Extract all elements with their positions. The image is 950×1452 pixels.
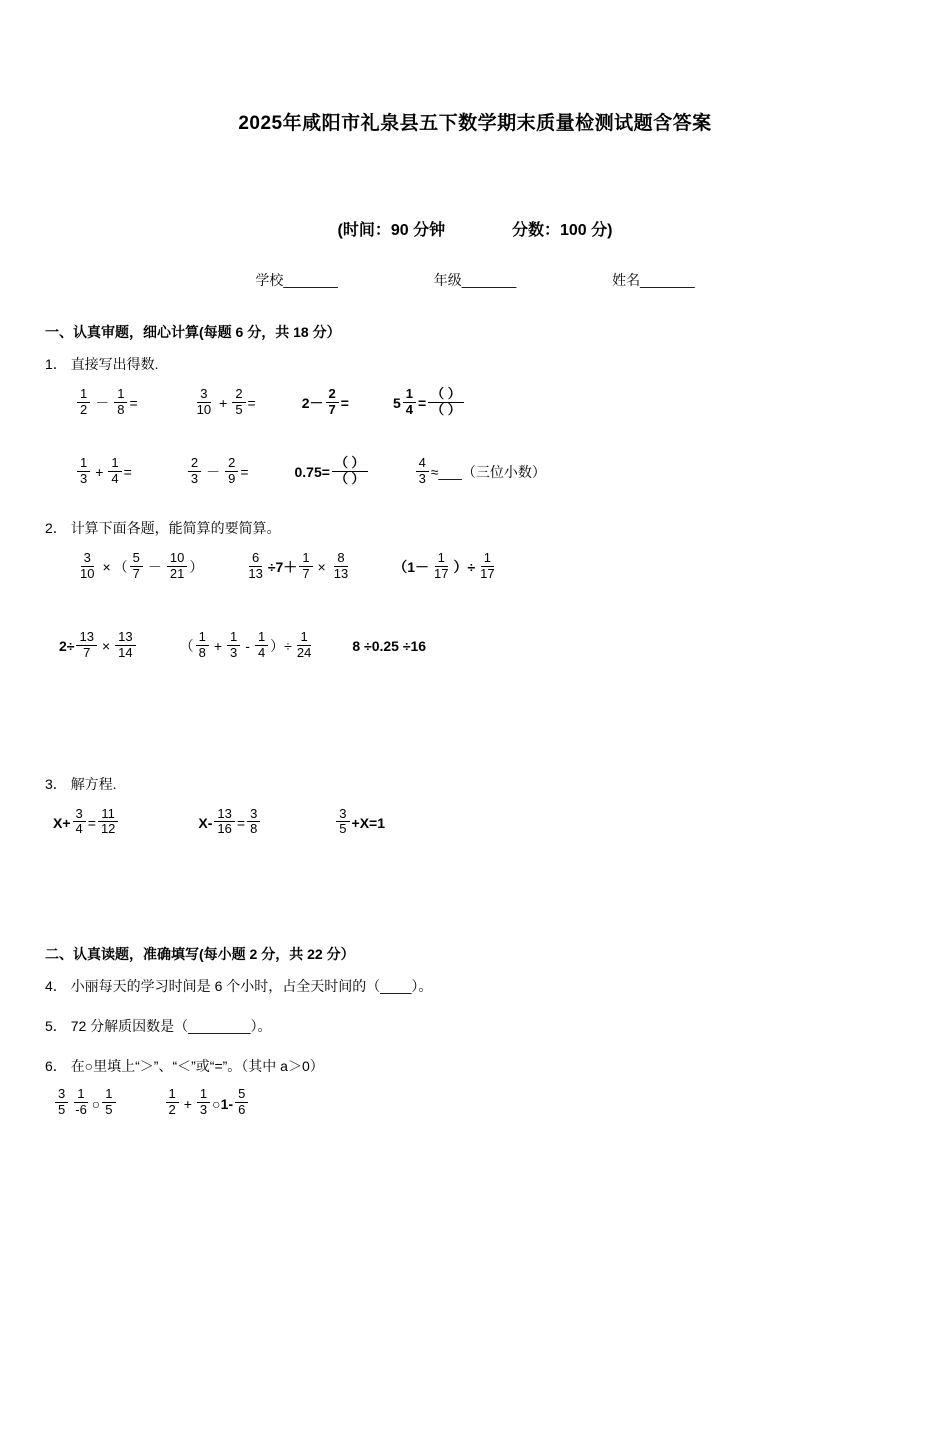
fraction: $\frac{3}{10}$ (196, 386, 212, 417)
expr: 0.75= $\frac{( )}{( )}$ (295, 457, 370, 488)
q2-row-2 (59, 628, 905, 662)
exam-time: (时间：90 分钟 (337, 222, 446, 239)
fraction: $\frac{10}{21}$ (167, 551, 187, 582)
fraction: $\frac{1}{2}$ (77, 387, 90, 418)
question-1 (45, 354, 905, 374)
fraction: $\frac{11}{12}$ (98, 807, 118, 838)
expr: （1－ $\frac{1}{17}$ ）÷ $\frac{1}{17}$ (393, 552, 499, 583)
exam-score: 分数：100 分) (512, 222, 613, 239)
fraction: $\frac{2}{7}$ (326, 387, 339, 418)
question-3 (45, 774, 905, 794)
field-grade: 年级_______ (433, 272, 517, 288)
fraction: $\frac{1}{24}$ (296, 628, 312, 660)
fraction: $\frac{1}{4}$ (108, 456, 121, 487)
q2-row-1 (75, 549, 905, 583)
expr: 2÷ $\frac{13}{7}$ × $\frac{13}{14}$ (59, 631, 138, 662)
question-5 (45, 1016, 905, 1036)
fraction: $\frac{2}{3}$ (188, 456, 201, 487)
fraction: $\frac{3}{10}$ (80, 549, 95, 581)
fraction: $\frac{1}{3}$ (227, 630, 240, 661)
fraction: $\frac{1}{17}$ (434, 549, 449, 581)
expr: X- $\frac{13}{16}$ = $\frac{3}{8}$ (198, 808, 262, 839)
expr: $\frac{3}{5}$ +X=1 (334, 808, 385, 839)
expr: $\frac{4}{3}$ ≈___（三位小数） (414, 457, 546, 488)
fraction: $\frac{1}{4}$ (255, 630, 268, 661)
expr: X+ $\frac{3}{4}$ = $\frac{11}{12}$ (53, 808, 120, 839)
fraction: $\frac{3}{5}$ (55, 1087, 68, 1118)
fraction: $\frac{3}{5}$ (336, 807, 349, 838)
question-4-text: 小丽每天的学习时间是 6 个小时，占全天时间的（____）。 (70, 978, 433, 995)
q1-row-2 (75, 454, 905, 488)
fraction: $\frac{2}{5}$ (232, 387, 245, 418)
section-heading-2: 二、认真读题，准确填写(每小题 2 分，共 22 分） (45, 946, 355, 963)
fraction: $\frac{1}{5}$ (102, 1087, 115, 1118)
expr: 2－ $\frac{2}{7}$ = (301, 386, 349, 417)
question-6-number: 6． (45, 1058, 67, 1075)
question-2-number: 2． (45, 519, 67, 536)
fraction: $\frac{1}{2}$ (166, 1087, 179, 1118)
fraction: $\frac{1}{-6}$ (75, 1086, 87, 1118)
q1-row-1 (75, 388, 905, 419)
question-6 (45, 1056, 905, 1076)
fraction: $\frac{5}{6}$ (235, 1087, 248, 1118)
fraction: $\frac{1}{3}$ (197, 1087, 210, 1118)
exam-page (0, 108, 950, 1452)
fraction: $\frac{4}{3}$ (416, 456, 429, 487)
student-fields (45, 270, 905, 290)
fraction: $\frac{1}{8}$ (114, 387, 127, 418)
question-1-number: 1． (45, 356, 67, 372)
q6-row-1 (53, 1088, 905, 1119)
field-school: 学校_______ (255, 272, 338, 288)
expr: 5 $\frac{1}{4}$ = $\frac{( )}{( )}$ (393, 388, 466, 419)
expr: $\frac{2}{3}$ － $\frac{2}{9}$ = (186, 457, 249, 488)
expr: $\frac{6}{13}$ ÷7＋ $\frac{1}{7}$ × $\frac{8}{13}$ (243, 552, 353, 583)
expr: 8 ÷0.25 ÷16 (352, 638, 427, 655)
fraction: $\frac{1}{8}$ (196, 630, 209, 661)
question-3-text: 解方程. (70, 775, 117, 792)
question-4-number: 4． (45, 978, 67, 995)
question-6-text: 在○里填上“＞”、“＜”或“=”。（其中 a＞0） (70, 1058, 324, 1075)
page-title: 2025年咸阳市礼泉县五下数学期末质量检测试题含答案 (238, 113, 712, 134)
fraction: $\frac{3}{8}$ (247, 807, 260, 838)
q3-row-1 (53, 805, 905, 839)
fraction: $\frac{13}{14}$ (115, 630, 135, 661)
fraction: $\frac{1}{7}$ (299, 551, 312, 582)
fraction: $\frac{13}{16}$ (214, 807, 234, 838)
expr: （ $\frac{1}{8}$ + $\frac{1}{3}$ - $\frac{1}{4}$ ）÷ $\frac{1}{24}$ (180, 631, 317, 662)
question-1-text: 直接写出得数. (70, 356, 159, 372)
expr: $\frac{3}{10}$ × （ $\frac{5}{7}$ － $\frac{10}{21}$ ） (75, 552, 203, 583)
question-5-number: 5． (45, 1018, 67, 1035)
question-2 (45, 518, 905, 538)
fraction: $\frac{3}{4}$ (73, 807, 86, 838)
fraction: $\frac{6}{13}$ (248, 549, 263, 581)
expr: $\frac{3}{5}$ $\frac{1}{-6}$ ○ $\frac{1}{5}$ (53, 1088, 118, 1119)
question-2-text: 计算下面各题，能简算的要简算。 (70, 519, 281, 536)
fraction: $\frac{1}{4}$ (403, 387, 416, 418)
expr: $\frac{1}{2}$ + $\frac{1}{3}$ ○ 1- $\frac{5}{6}$ (164, 1088, 251, 1119)
fraction: $\frac{13}{7}$ (76, 630, 96, 661)
expr: $\frac{1}{3}$ + $\frac{1}{4}$ = (75, 457, 132, 488)
field-name: 姓名_______ (612, 272, 695, 288)
fraction: $\frac{1}{3}$ (77, 456, 90, 487)
fraction: $\frac{1}{17}$ (480, 549, 495, 581)
question-4 (45, 976, 905, 996)
expr: $\frac{3}{10}$ + $\frac{2}{5}$ = (192, 388, 256, 419)
question-5-text: 72 分解质因数是（________）。 (70, 1018, 272, 1035)
exam-meta (45, 217, 905, 240)
expr: $\frac{1}{2}$ － $\frac{1}{8}$ = (75, 388, 138, 419)
fraction: $\frac{2}{9}$ (225, 456, 238, 487)
fraction: $\frac{8}{13}$ (333, 549, 349, 581)
fraction: $\frac{( )}{( )}$ (428, 387, 464, 418)
section-heading-1: 一、认真审题，细心计算(每题 6 分，共 18 分） (45, 324, 341, 340)
fraction: $\frac{( )}{( )}$ (332, 456, 368, 487)
question-3-number: 3． (45, 775, 67, 792)
fraction: $\frac{5}{7}$ (130, 551, 143, 582)
